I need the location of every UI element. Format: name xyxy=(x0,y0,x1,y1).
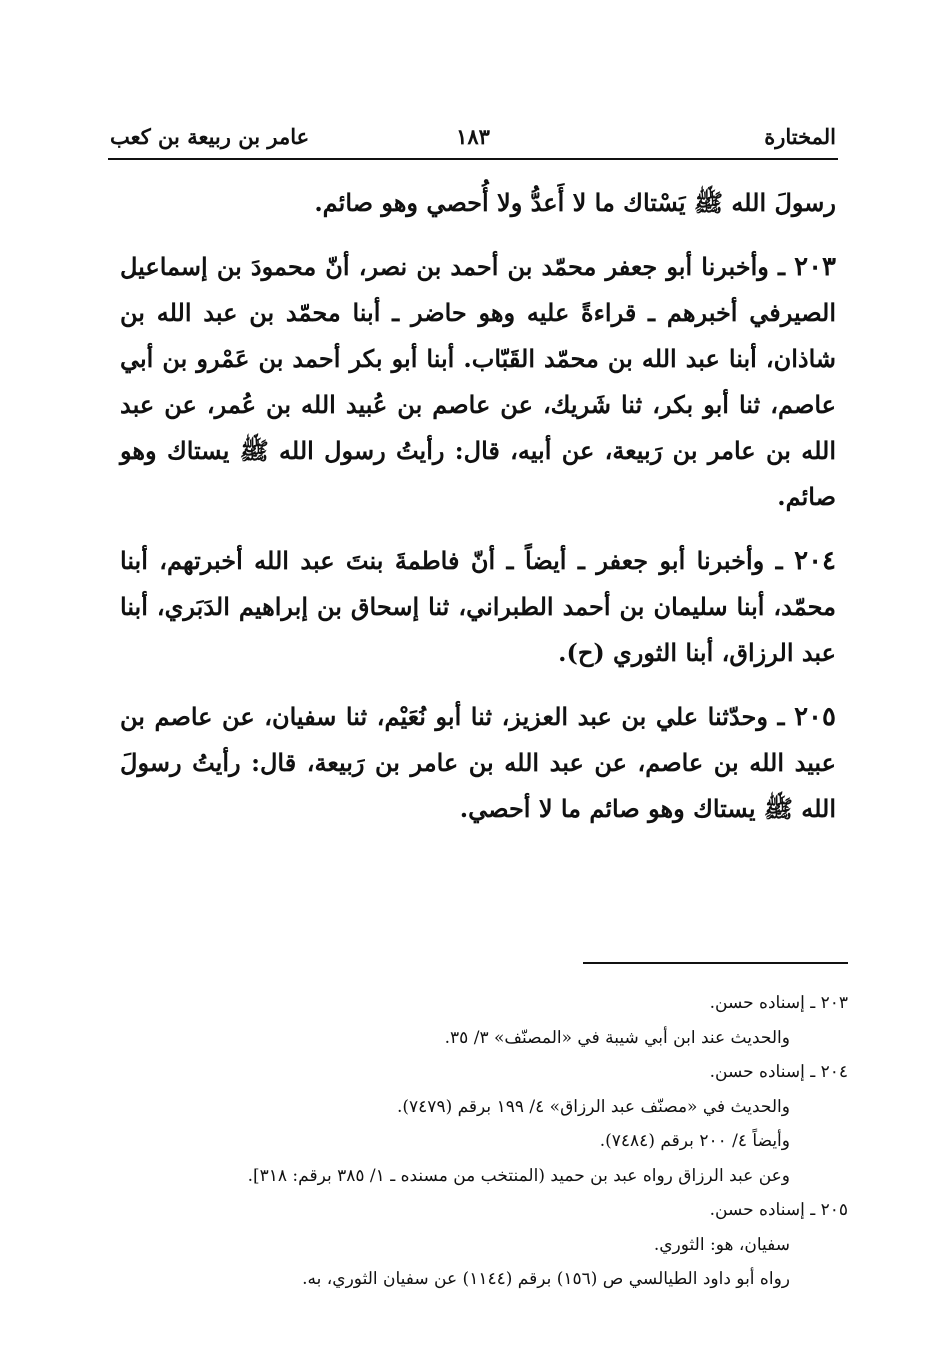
paragraph xyxy=(120,244,836,520)
page-number: ١٨٣ xyxy=(456,124,490,149)
footnote-line xyxy=(118,1159,848,1194)
paragraph xyxy=(120,538,836,676)
footnote-line xyxy=(118,1228,848,1263)
footnote-text: ـ إسناده حسن. xyxy=(709,993,816,1013)
footnote-divider xyxy=(583,962,848,964)
footnote-text: رواه أبو داود الطيالسي ص (١٥٦) برقم (١١٤٤) عن سفيان الثوري، به. xyxy=(302,1269,790,1289)
footnote-text: وعن عبد الرزاق رواه عبد بن حميد (المنتخب من مسنده ـ ١/ ٣٨٥ برقم: ٣١٨]. xyxy=(247,1165,790,1186)
footnotes xyxy=(118,986,848,1297)
paragraph-text: ـ وحدّثنا علي بن عبد العزيز، ثنا أبو نُعَيْم، ثنا سفيان، عن عاصم بن عبيد الله بن عاصم، عن عبد الله بن عامر بن رَبيعة، قال: رأيتُ رسولَ الله ﷺ يستاك وهو صائم ما لا أحصي. xyxy=(120,702,836,823)
page-header xyxy=(108,118,838,160)
footnote-number: ٢٠٤ xyxy=(820,1062,848,1082)
footnote-line xyxy=(118,1262,848,1297)
footnote-text: ـ إسناده حسن. xyxy=(709,1200,816,1220)
footnote-line xyxy=(118,1124,848,1159)
paragraph-text: ـ وأخبرنا أبو جعفر محمّد بن أحمد بن نصر، أنّ محمودَ بن إسماعيل الصيرفي أخبرهم ـ قراءةً عليه وهو حاضر ـ أبنا محمّد بن عبد الله بن شاذان، أبنا عبد الله بن محمّد القَبّاب. أبنا أبو بكر أحمد بن عَمْرو بن أبي عاصم، ثنا أبو بكر، ثنا شَريك، عن عاصم بن عُبيد الله بن عُمر، عن عبد الله بن عامر بن رَبيعة، عن أبيه، قال: رأيتُ رسول الله ﷺ يستاك وهو صائم. xyxy=(120,252,836,511)
hadith-number: ٢٠٣ xyxy=(794,252,837,282)
footnote-line xyxy=(118,1090,848,1125)
footnote-line xyxy=(118,1193,848,1228)
paragraph-text: ـ وأخبرنا أبو جعفر ـ أيضاً ـ أنّ فاطمةَ بنتَ عبد الله أخبرتهم، أبنا محمّد، أبنا سليمان بن أحمد الطبراني، ثنا إسحاق بن إبراهيم الدَبَري، أبنا عبد الرزاق، أبنا الثوري (ح). xyxy=(120,546,836,667)
footnote-text: ـ إسناده حسن. xyxy=(709,1062,816,1082)
footnote-line xyxy=(118,986,848,1021)
footnote-number: ٢٠٥ xyxy=(820,1200,848,1220)
main-text xyxy=(120,180,836,850)
paragraph xyxy=(120,694,836,832)
footnote-line xyxy=(118,1055,848,1090)
footnote-text: سفيان، هو: الثوري. xyxy=(653,1234,790,1255)
hadith-number: ٢٠٥ xyxy=(794,702,836,732)
chapter-title: عامر بن ربيعة بن كعب xyxy=(110,124,310,149)
hadith-number: ٢٠٤ xyxy=(794,546,837,576)
footnote-text: والحديث عند ابن أبي شيبة في «المصنّف» ٣/ ٣٥. xyxy=(444,1027,790,1048)
footnote-line xyxy=(118,1021,848,1056)
book-title: المختارة xyxy=(764,124,836,149)
paragraph-text: رسولَ الله ﷺ يَسْتاك ما لا أَعدُّ ولا أُحصي وهو صائم. xyxy=(314,188,836,217)
footnote-number: ٢٠٣ xyxy=(820,993,848,1013)
footnote-text: وأيضاً ٤/ ٢٠٠ برقم (٧٤٨٤). xyxy=(599,1131,790,1151)
paragraph xyxy=(120,180,836,226)
footnote-text: والحديث في «مصنّف عبد الرزاق» ٤/ ١٩٩ برقم (٧٤٧٩). xyxy=(397,1096,790,1117)
